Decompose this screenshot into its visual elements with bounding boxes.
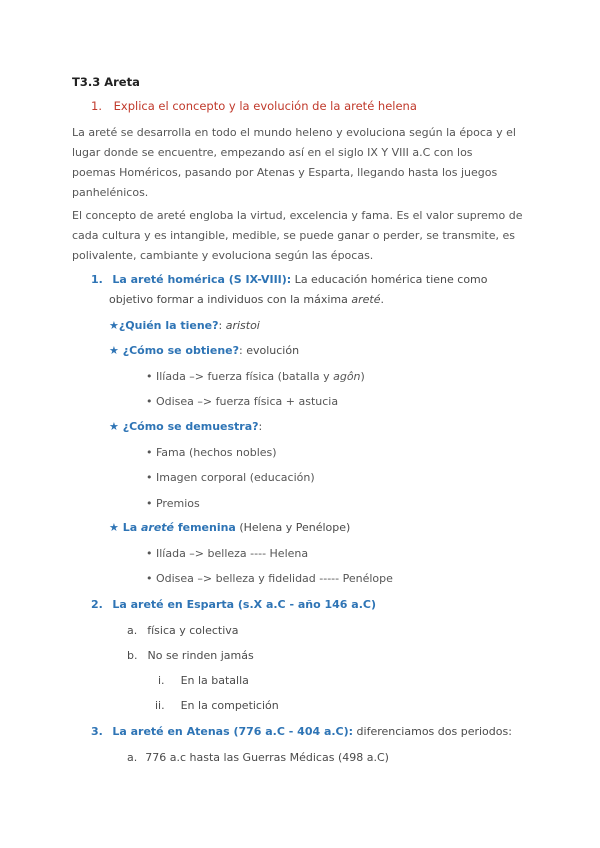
document-title: T3.3 Areta (72, 75, 140, 89)
section2-item-ii (155, 699, 279, 713)
bullet-imagen: • Imagen corporal (educación) (146, 471, 315, 484)
para1-line3: poemas Homéricos, pasando por Atenas y Esparta, llegando hasta los juegos (72, 166, 498, 179)
q3-line (109, 420, 262, 434)
section3-title: La areté en Atenas (776 a.C - 404 a.C): (112, 725, 354, 738)
q2-label: ¿Cómo se obtiene? (118, 344, 239, 357)
section2-heading (91, 598, 376, 612)
star-icon: ★ (109, 521, 119, 534)
para1-line4: panhelénicos. (72, 186, 149, 199)
section1-number: 1. (91, 273, 103, 286)
bullet-end: ) (360, 370, 365, 383)
star-icon: ★ (109, 319, 119, 332)
q2-answer: : evolución (239, 344, 300, 357)
section1-line2-end: . (380, 293, 384, 306)
bullet-iliada-1 (146, 370, 365, 384)
section2-item-a (127, 624, 239, 638)
item-text: 776 a.c hasta las Guerras Médicas (498 a.C) (145, 751, 389, 764)
section1-title: La areté homérica (S IX-VIII): (112, 273, 292, 286)
bullet-odisea-1: • Odisea –> fuerza física + astucia (146, 395, 339, 408)
section1-line2-italic: areté (351, 293, 381, 306)
question-heading (91, 99, 417, 113)
q4-label-a: La (118, 521, 141, 534)
item-text: En la competición (180, 699, 279, 712)
para2-line1: El concepto de areté engloba la virtud, excelencia y fama. Es el valor supremo de (72, 209, 523, 222)
q1-label: ¿Quién la tiene? (118, 319, 219, 332)
para1-line2: lugar donde se encuentre, empezando así en el siglo IX Y VIII a.C con los (72, 146, 473, 159)
item-text: En la batalla (180, 674, 249, 687)
q3-label: ¿Cómo se demuestra? (118, 420, 259, 433)
section2-number: 2. (91, 598, 103, 611)
section1-line2-text: objetivo formar a individuos con la máxima (109, 293, 352, 306)
q4-answer: (Helena y Penélope) (235, 521, 351, 534)
section1-line2 (109, 293, 384, 307)
para1-line1: La areté se desarrolla en todo el mundo heleno y evoluciona según la época y el (72, 126, 516, 139)
para2-line2: cada cultura y es intangible, medible, se puede ganar o perder, se transmite, es (72, 229, 515, 242)
para2-line3: polivalente, cambiante y evoluciona según las épocas. (72, 249, 374, 262)
section2-item-b (127, 649, 254, 663)
section1-text: La educación homérica tiene como (291, 273, 488, 286)
section1-heading (91, 273, 488, 287)
section2-title: La areté en Esparta (s.X a.C - año 146 a.C) (112, 598, 376, 611)
heading-text: Explica el concepto y la evolución de la areté helena (113, 99, 417, 113)
item-marker: b. (127, 649, 138, 662)
bullet-italic: agôn (333, 370, 361, 383)
q3-answer: : (258, 420, 263, 433)
star-icon: ★ (109, 420, 119, 433)
q1-answer: aristoi (225, 319, 260, 332)
q1-line (109, 319, 260, 333)
section2-item-i (158, 674, 249, 688)
item-text: No se rinden jamás (147, 649, 254, 662)
heading-number: 1. (91, 99, 102, 113)
item-marker: ii. (155, 699, 165, 712)
q4-label-c: femenina (174, 521, 236, 534)
star-icon: ★ (109, 344, 119, 357)
q2-line (109, 344, 299, 358)
bullet-odisea-2: • Odisea –> belleza y fidelidad ----- Penélope (146, 572, 393, 585)
bullet-iliada-2: • Ilíada –> belleza ---- Helena (146, 547, 309, 560)
section3-heading (91, 725, 512, 739)
item-marker: a. (127, 624, 138, 637)
item-marker: a. (127, 751, 138, 764)
item-marker: i. (158, 674, 165, 687)
section3-number: 3. (91, 725, 103, 738)
bullet-text: • Ilíada –> fuerza física (batalla y (146, 370, 334, 383)
bullet-fama: • Fama (hechos nobles) (146, 446, 277, 459)
section3-text: diferenciamos dos periodos: (353, 725, 512, 738)
q1-colon: : (218, 319, 226, 332)
bullet-premios: • Premios (146, 497, 200, 510)
item-text: física y colectiva (147, 624, 239, 637)
section3-item-a (127, 751, 389, 765)
q4-line (109, 521, 350, 535)
q4-label-italic: areté (140, 521, 174, 534)
